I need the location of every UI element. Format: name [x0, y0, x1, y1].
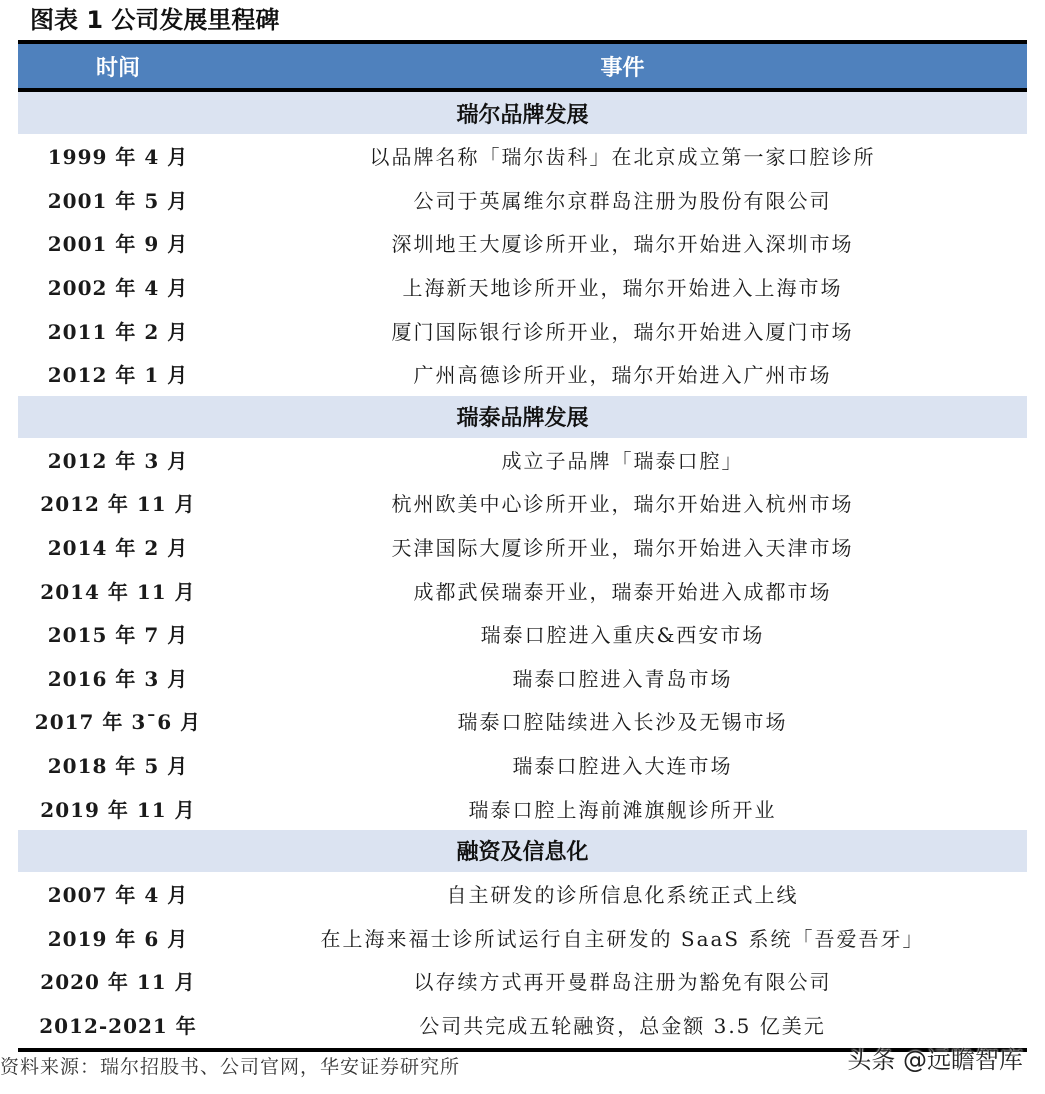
row-event: 瑞泰口腔上海前滩旗舰诊所开业	[468, 797, 777, 822]
row-time: 2011 年 2 月	[47, 319, 189, 344]
row-time: 2012 年 11 月	[40, 492, 196, 517]
watermark: 头条 @远瞻智库	[847, 1046, 1023, 1074]
row-event: 成都武侯瑞泰开业，瑞泰开始进入成都市场	[413, 579, 832, 604]
row-event: 杭州欧美中心诊所开业，瑞尔开始进入杭州市场	[391, 492, 854, 517]
row-time: 2014 年 11 月	[40, 579, 196, 604]
table-row	[18, 743, 1027, 787]
row-time: 2012 年 3 月	[47, 448, 189, 473]
table-row	[18, 959, 1027, 1003]
row-time: 2012-2021 年	[39, 1013, 197, 1038]
table-row	[18, 265, 1027, 309]
row-time: 2020 年 11 月	[40, 970, 196, 995]
row-event: 公司于英属维尔京群岛注册为股份有限公司	[413, 188, 832, 213]
header-event: 事件	[600, 55, 645, 81]
row-time: 2018 年 5 月	[47, 754, 189, 779]
row-time: 2016 年 3 月	[47, 666, 189, 691]
row-event: 深圳地王大厦诊所开业，瑞尔开始进入深圳市场	[391, 232, 854, 257]
table-row	[18, 568, 1027, 612]
table-header	[18, 40, 1027, 92]
row-event: 自主研发的诊所信息化系统正式上线	[446, 883, 799, 908]
table-row	[18, 438, 1027, 482]
table-row	[18, 656, 1027, 700]
table-row	[18, 308, 1027, 352]
section-heading: 融资及信息化	[18, 830, 1027, 872]
table-row	[18, 786, 1027, 830]
row-time: 2019 年 6 月	[47, 926, 189, 951]
row-event: 成立子品牌「瑞泰口腔」	[501, 448, 744, 473]
row-time: 1999 年 4 月	[47, 145, 189, 170]
row-event: 瑞泰口腔陆续进入长沙及无锡市场	[457, 710, 788, 735]
table-row	[18, 872, 1027, 916]
table-row	[18, 699, 1027, 743]
row-event: 广州高德诊所开业，瑞尔开始进入广州市场	[413, 363, 832, 388]
table-row	[18, 221, 1027, 265]
table-row	[18, 352, 1027, 396]
row-time: 2019 年 11 月	[40, 797, 196, 822]
section-heading: 瑞尔品牌发展	[18, 92, 1027, 134]
row-time: 2007 年 4 月	[47, 883, 189, 908]
row-time: 2002 年 4 月	[47, 276, 189, 301]
section-heading: 瑞泰品牌发展	[18, 396, 1027, 438]
table-row	[18, 916, 1027, 960]
row-event: 以品牌名称「瑞尔齿科」在北京成立第一家口腔诊所	[369, 145, 876, 170]
row-time: 2015 年 7 月	[47, 623, 189, 648]
row-event: 在上海来福士诊所试运行自主研发的 SaaS 系统「吾爱吾牙」	[320, 926, 925, 951]
row-time: 2014 年 2 月	[47, 536, 189, 561]
row-time: 2001 年 5 月	[47, 188, 189, 213]
row-time: 2017 年 3¯6 月	[34, 710, 202, 735]
row-event: 天津国际大厦诊所开业，瑞尔开始进入天津市场	[391, 536, 854, 561]
table-row	[18, 134, 1027, 178]
row-event: 上海新天地诊所开业，瑞尔开始进入上海市场	[402, 276, 843, 301]
row-event: 公司共完成五轮融资，总金额 3.5 亿美元	[419, 1013, 826, 1038]
row-time: 2001 年 9 月	[47, 232, 189, 257]
row-event: 瑞泰口腔进入重庆&西安市场	[480, 623, 765, 648]
source-note: 资料来源：瑞尔招股书、公司官网，华安证券研究所	[0, 1056, 461, 1078]
table-row	[18, 525, 1027, 569]
table-row	[18, 178, 1027, 222]
figure-title: 图表 1 公司发展里程碑	[30, 6, 280, 34]
table-row	[18, 481, 1027, 525]
row-event: 厦门国际银行诊所开业，瑞尔开始进入厦门市场	[391, 319, 854, 344]
header-time: 时间	[95, 55, 140, 81]
row-event: 以存续方式再开曼群岛注册为豁免有限公司	[413, 970, 832, 995]
row-time: 2012 年 1 月	[47, 363, 189, 388]
row-event: 瑞泰口腔进入青岛市场	[512, 666, 733, 691]
row-event: 瑞泰口腔进入大连市场	[512, 754, 733, 779]
milestone-table	[18, 40, 1027, 1052]
table-row	[18, 612, 1027, 656]
